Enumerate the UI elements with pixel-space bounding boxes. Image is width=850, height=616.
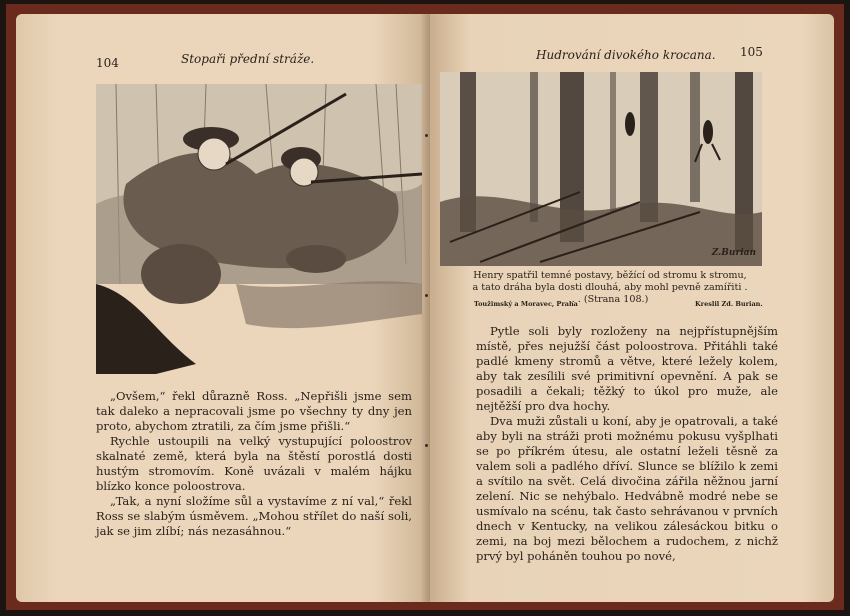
book-spread bbox=[6, 4, 844, 610]
right-page bbox=[430, 14, 834, 602]
paragraph: Pytle soli byly rozloženy na nejpřístupnějším místě, přes nejužší část poloostrova. Přitáhli také padlé kmeny stromů a větve, které ležely kolem, aby tak zesílili své primitivní opevnění. A pak se posadili a čekali; těžký to úkol pro muže, ale nejtěžší pro dva hochy. bbox=[476, 324, 778, 413]
running-head-right: Hudrování divokého krocana. bbox=[536, 48, 716, 62]
left-body-text bbox=[96, 389, 412, 539]
right-body-text bbox=[476, 324, 778, 564]
paragraph: Rychle ustoupili na velký vystupující poloostrov skalnaté země, která byla na štěstí porostlá dosti hustým stromovím. Koně uvázali v malém hájku blízko konce poloostrova. bbox=[96, 434, 412, 493]
artist-signature: Z.Burian bbox=[711, 248, 756, 258]
stitch-hole bbox=[425, 444, 428, 447]
illustration-caption: Henry spatřil temné postavy, běžící od stromu k stromu, a tato dráha byla dosti dlouhá, aby mohl pevně zamířiti . . . (Strana 108.) bbox=[472, 270, 748, 305]
paragraph: „Ovšem,“ řekl důrazně Ross. „Nepřišli jsme sem tak daleko a nepracovali jsme po všechny ty dny jen proto, abychom ztratili, za čím jsme přišli.“ bbox=[96, 389, 412, 433]
running-head-left: Stopaři přední stráže. bbox=[181, 52, 315, 66]
left-page bbox=[16, 14, 430, 602]
paragraph: „Tak, a nyní složíme sůl a vystavíme z ní val,“ řekl Ross se slabým úsměvem. „Mohou střílet do naší soli, jak se jim zlíbí; nás nezasáhnou.“ bbox=[96, 494, 412, 538]
stitch-hole bbox=[425, 294, 428, 297]
page-number-right: 105 bbox=[740, 45, 763, 59]
publisher-credit: Toužimský a Moravec, Praha bbox=[474, 300, 578, 308]
page-number-left: 104 bbox=[96, 56, 119, 70]
stitch-hole bbox=[425, 134, 428, 137]
paragraph: Dva muži zůstali u koní, aby je opatrovali, a také aby byli na stráži proti možnému pokusu vyšplhati se po příkrém útesu, ale ostatní leželi těsně za valem soli a padlého dříví. Slunce se blížilo k zemi a svítilo na svět. Celá divočina zářila něžnou jarní zelení. Nic se nehýbalo. Hedvábně modré nebe se usmívalo na scénu, tak často sehrávanou v prvních dnech v Kentucky, na velikou zálesáckou bitku o zemi, na boj mezi bělochem a rudochem, z nichž prvý byl poháněn touhou po nové, bbox=[476, 414, 778, 563]
artist-credit: Kreslil Zd. Burian. bbox=[695, 300, 763, 308]
illustration-pioneers bbox=[96, 84, 422, 374]
illustration-forest bbox=[440, 72, 762, 266]
